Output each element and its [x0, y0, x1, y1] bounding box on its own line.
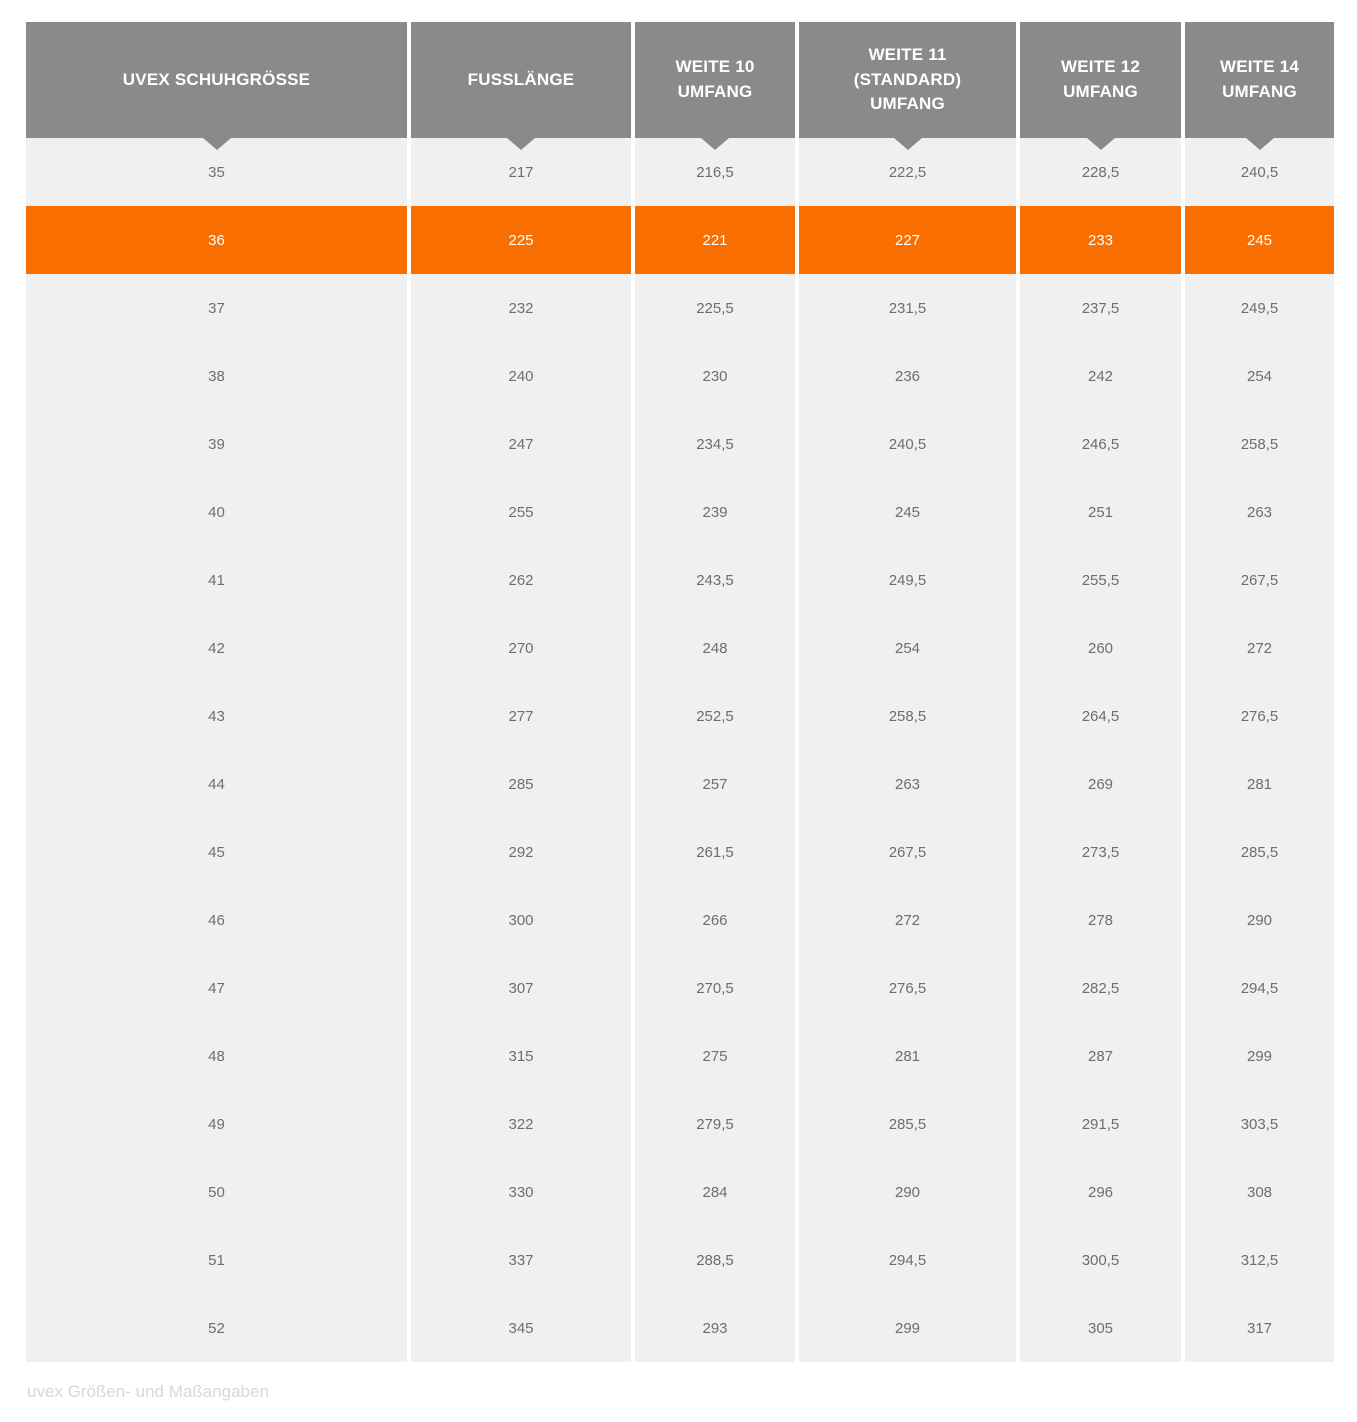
table-cell: 285,5 — [1185, 818, 1334, 886]
table-cell: 50 — [26, 1158, 407, 1226]
column-header-label: UMFANG — [677, 82, 753, 101]
table-cell: 217 — [411, 138, 631, 206]
table-cell: 296 — [1020, 1158, 1181, 1226]
table-row[interactable] — [26, 1226, 1334, 1294]
table-cell: 266 — [635, 886, 795, 954]
table-cell: 337 — [411, 1226, 631, 1294]
table-cell: 294,5 — [799, 1226, 1016, 1294]
table-cell: 305 — [1020, 1294, 1181, 1362]
arrow-down-icon — [1087, 138, 1115, 150]
table-cell: 317 — [1185, 1294, 1334, 1362]
table-cell: 258,5 — [799, 682, 1016, 750]
table-cell: 290 — [1185, 886, 1334, 954]
table-cell: 40 — [26, 478, 407, 546]
table-cell: 43 — [26, 682, 407, 750]
table-cell: 234,5 — [635, 410, 795, 478]
table-row[interactable] — [26, 1022, 1334, 1090]
table-cell: 300,5 — [1020, 1226, 1181, 1294]
table-cell: 249,5 — [799, 546, 1016, 614]
column-header-weite-10 — [635, 22, 795, 138]
table-cell: 322 — [411, 1090, 631, 1158]
column-header-label: UMFANG — [1222, 82, 1297, 101]
table-cell: 47 — [26, 954, 407, 1022]
table-row[interactable] — [26, 546, 1334, 614]
table-cell: 231,5 — [799, 274, 1016, 342]
table-cell: 245 — [1185, 206, 1334, 274]
table-cell: 42 — [26, 614, 407, 682]
table-row[interactable] — [26, 682, 1334, 750]
table-cell: 258,5 — [1185, 410, 1334, 478]
table-cell: 285 — [411, 750, 631, 818]
column-header-schuhgroesse — [26, 22, 407, 138]
arrow-down-icon — [203, 138, 231, 150]
column-header-weite-11 — [799, 22, 1016, 138]
table-cell: 240 — [411, 342, 631, 410]
column-header-label: UMFANG — [1063, 82, 1138, 101]
table-cell: 270 — [411, 614, 631, 682]
table-cell: 264,5 — [1020, 682, 1181, 750]
table-cell: 292 — [411, 818, 631, 886]
table-caption: uvex Größen- und Maßangaben — [27, 1382, 269, 1401]
table-row[interactable] — [26, 1294, 1334, 1362]
table-cell: 312,5 — [1185, 1226, 1334, 1294]
table-cell: 52 — [26, 1294, 407, 1362]
table-cell: 41 — [26, 546, 407, 614]
table-cell: 288,5 — [635, 1226, 795, 1294]
column-header-label: WEITE 14 — [1219, 57, 1300, 77]
table-cell: 237,5 — [1020, 274, 1181, 342]
table-cell: 230 — [635, 342, 795, 410]
table-cell: 225 — [411, 206, 631, 274]
table-cell: 254 — [799, 614, 1016, 682]
size-table — [22, 22, 1338, 1362]
table-cell: 315 — [411, 1022, 631, 1090]
arrow-down-icon — [1246, 138, 1274, 150]
table-row[interactable] — [26, 410, 1334, 478]
table-cell: 299 — [1185, 1022, 1334, 1090]
column-header-weite-14 — [1185, 22, 1334, 138]
table-cell: 252,5 — [635, 682, 795, 750]
table-cell: 48 — [26, 1022, 407, 1090]
table-cell: 49 — [26, 1090, 407, 1158]
column-header-label: WEITE 12 — [1060, 57, 1141, 77]
column-header-label: WEITE 11 — [868, 45, 947, 65]
column-header-weite-12 — [1020, 22, 1181, 138]
table-cell: 281 — [799, 1022, 1016, 1090]
column-header-label: WEITE 10 — [675, 57, 755, 77]
table-cell: 261,5 — [635, 818, 795, 886]
table-row[interactable] — [26, 1090, 1334, 1158]
table-cell: 247 — [411, 410, 631, 478]
table-cell: 236 — [799, 342, 1016, 410]
arrow-down-icon — [507, 138, 535, 150]
table-cell: 240,5 — [1185, 138, 1334, 206]
arrow-down-icon — [894, 138, 922, 150]
table-cell: 287 — [1020, 1022, 1181, 1090]
table-cell: 307 — [411, 954, 631, 1022]
table-cell: 260 — [1020, 614, 1181, 682]
table-cell: 233 — [1020, 206, 1181, 274]
table-cell: 46 — [26, 886, 407, 954]
table-cell: 246,5 — [1020, 410, 1181, 478]
table-cell: 51 — [26, 1226, 407, 1294]
table-cell: 255 — [411, 478, 631, 546]
column-header-label: UVEX SCHUHGRÖSSE — [122, 69, 311, 89]
table-row[interactable] — [26, 1158, 1334, 1226]
table-cell: 243,5 — [635, 546, 795, 614]
table-cell: 239 — [635, 478, 795, 546]
table-cell: 308 — [1185, 1158, 1334, 1226]
table-cell: 248 — [635, 614, 795, 682]
table-row[interactable] — [26, 206, 1334, 274]
table-cell: 282,5 — [1020, 954, 1181, 1022]
table-cell: 303,5 — [1185, 1090, 1334, 1158]
table-row[interactable] — [26, 954, 1334, 1022]
table-cell: 254 — [1185, 342, 1334, 410]
table-cell: 269 — [1020, 750, 1181, 818]
table-cell: 232 — [411, 274, 631, 342]
table-cell: 245 — [799, 478, 1016, 546]
table-cell: 276,5 — [799, 954, 1016, 1022]
table-cell: 267,5 — [799, 818, 1016, 886]
table-cell: 300 — [411, 886, 631, 954]
table-cell: 263 — [1185, 478, 1334, 546]
size-table-header — [26, 22, 1334, 138]
table-cell: 293 — [635, 1294, 795, 1362]
table-cell: 221 — [635, 206, 795, 274]
table-row[interactable] — [26, 274, 1334, 342]
table-cell: 225,5 — [635, 274, 795, 342]
table-cell: 263 — [799, 750, 1016, 818]
column-header-fusslaenge — [411, 22, 631, 138]
table-row[interactable] — [26, 342, 1334, 410]
table-cell: 272 — [799, 886, 1016, 954]
table-cell: 222,5 — [799, 138, 1016, 206]
table-cell: 267,5 — [1185, 546, 1334, 614]
table-cell: 270,5 — [635, 954, 795, 1022]
table-cell: 262 — [411, 546, 631, 614]
table-cell: 279,5 — [635, 1090, 795, 1158]
table-cell: 273,5 — [1020, 818, 1181, 886]
table-row[interactable] — [26, 750, 1334, 818]
column-header-label: (STANDARD) — [853, 69, 962, 89]
table-cell: 290 — [799, 1158, 1016, 1226]
table-cell: 285,5 — [799, 1090, 1016, 1158]
table-cell: 242 — [1020, 342, 1181, 410]
table-cell: 281 — [1185, 750, 1334, 818]
table-cell: 299 — [799, 1294, 1016, 1362]
table-cell: 37 — [26, 274, 407, 342]
arrow-down-icon — [701, 138, 729, 150]
table-cell: 38 — [26, 342, 407, 410]
table-cell: 216,5 — [635, 138, 795, 206]
table-cell: 284 — [635, 1158, 795, 1226]
table-cell: 45 — [26, 818, 407, 886]
table-cell: 345 — [411, 1294, 631, 1362]
table-cell: 249,5 — [1185, 274, 1334, 342]
table-cell: 294,5 — [1185, 954, 1334, 1022]
table-cell: 257 — [635, 750, 795, 818]
table-cell: 35 — [26, 138, 407, 206]
table-cell: 272 — [1185, 614, 1334, 682]
table-cell: 227 — [799, 206, 1016, 274]
table-cell: 228,5 — [1020, 138, 1181, 206]
table-row[interactable] — [26, 818, 1334, 886]
table-cell: 39 — [26, 410, 407, 478]
table-cell: 240,5 — [799, 410, 1016, 478]
column-header-label: FUSSLÄNGE — [467, 69, 575, 89]
table-cell: 44 — [26, 750, 407, 818]
table-row[interactable] — [26, 614, 1334, 682]
table-cell: 276,5 — [1185, 682, 1334, 750]
table-cell: 255,5 — [1020, 546, 1181, 614]
table-cell: 275 — [635, 1022, 795, 1090]
table-cell: 36 — [26, 206, 407, 274]
table-cell: 277 — [411, 682, 631, 750]
size-table-body — [26, 138, 1334, 1362]
header-row — [26, 22, 1334, 138]
table-row[interactable] — [26, 478, 1334, 546]
column-header-label: UMFANG — [870, 94, 945, 114]
table-cell: 291,5 — [1020, 1090, 1181, 1158]
table-cell: 330 — [411, 1158, 631, 1226]
table-cell: 278 — [1020, 886, 1181, 954]
table-row[interactable] — [26, 886, 1334, 954]
table-cell: 251 — [1020, 478, 1181, 546]
